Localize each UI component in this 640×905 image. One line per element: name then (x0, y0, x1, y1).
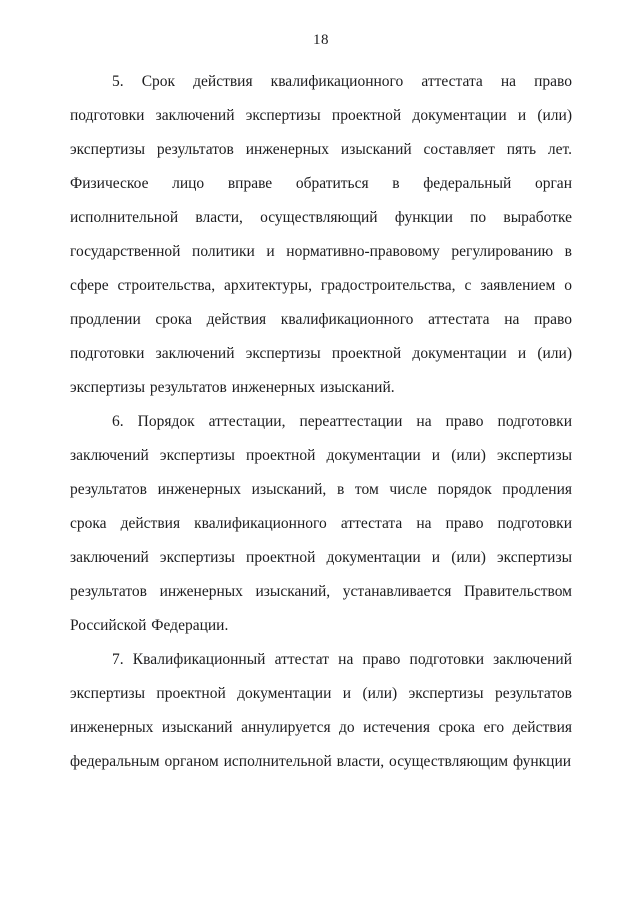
paragraph-7: 7. Квалификационный аттестат на право подготовки заключений экспертизы проектной документации и (или) экспертизы результатов инженерных изысканий аннулируется до истечения срока его действия федеральным органом исполнительной власти, осуществляющим функции (70, 651, 572, 770)
paragraph-5: 5. Срок действия квалификационного аттестата на право подготовки заключений экспертизы проектной документации и (или) экспертизы результатов инженерных изысканий составляет пять лет. Физическое лицо вправе обратиться в федеральный орган исполнительной власти, осуществляющий функции по выработке государственной политики и нормативно-правовому регулированию в сфере строительства, архитектуры, градостроительства, с заявлением о продлении срока действия квалификационного аттестата на право подготовки заключений экспертизы проектной документации и (или) экспертизы результатов инженерных изысканий. (70, 73, 572, 396)
page-number: 18 (313, 32, 329, 48)
paragraph-6: 6. Порядок аттестации, переаттестации на право подготовки заключений экспертизы проектной документации и (или) экспертизы результатов инженерных изысканий, в том числе порядок продления срока действия квалификационного аттестата на право подготовки заключений экспертизы проектной документации и (или) экспертизы результатов инженерных изысканий, устанавливается Правительством Российской Федерации. (70, 413, 572, 634)
